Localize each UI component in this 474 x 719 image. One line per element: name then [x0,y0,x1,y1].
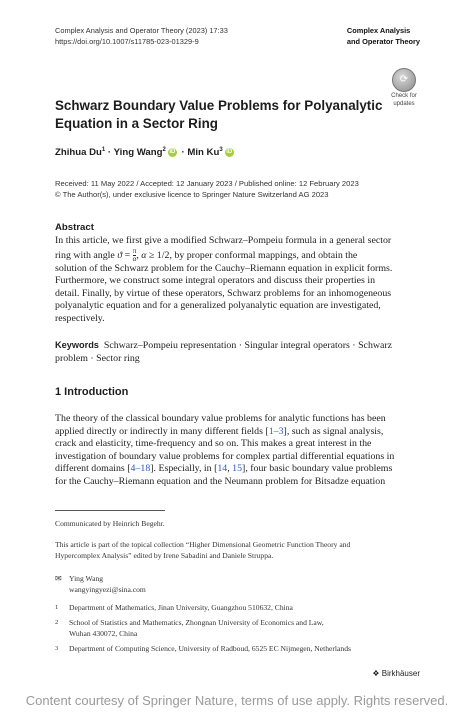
journal-name-line-2: and Operator Theory [346,37,420,46]
author-affil-sup: 3 [219,147,223,153]
keywords-line: problem · Sector ring [55,352,140,364]
intro-body [55,413,419,488]
doi-link[interactable]: https://doi.org/10.1007/s11785-023-01329-9 [55,37,199,46]
check-updates-label-1: Check for [391,93,417,99]
email-icon: ✉ [55,574,62,583]
journal-name-line-1: Complex Analysis [346,26,411,35]
orcid-icon[interactable]: iD [226,149,233,156]
section-heading: 1 Introduction [55,386,129,398]
citation-link[interactable]: 14 [217,463,228,474]
separator: · [107,147,112,159]
intro-line: applied directly or indirectly in many different fields [1–3], such as signal analysis, [55,425,384,437]
keywords-line: Schwarz–Pompeiu representation · Singular integral operators · Schwarz [103,340,393,351]
running-header [55,25,228,47]
abstract-line: In this article, we first give a modified Schwarz–Pompeiu formula in a general sector [55,235,392,246]
citation-link[interactable]: 4–18 [130,463,151,474]
citation-link[interactable]: 1–3 [268,425,284,437]
author-list [55,147,236,158]
affiliation: 1 Department of Mathematics, Jinan University, Guangzhou 510632, China [55,603,293,612]
journal-citation: Complex Analysis and Operator Theory (2023) 17:33 [55,26,228,35]
refresh-icon: ⟳ [392,68,416,92]
intro-line: different domains [4–18]. Especially, in [14, 15], four basic boundary value problems [55,463,393,474]
publication-history [55,179,359,200]
abstract-line: detail. Finally, by virtue of these operators, Schwarz problems for an inhomogeneous [55,287,392,299]
intro-line: crack and elasticity, time-frequency and so on. This makes a great interest in the [55,438,372,449]
footnote-divider [55,510,165,511]
check-updates-label-2: updates [393,100,415,107]
dates-line: Received: 11 May 2022 / Accepted: 12 January 2023 / Published online: 12 February 2023 [55,179,359,188]
contact-email[interactable]: wangyingyezi@sina.com [69,584,146,594]
collection-note: This article is part of the topical collection “Higher Dimensional Geometric Function Theory and Hypercomplex Analysis” edited by Irene Sabadini and Daniele Struppa. [55,540,351,560]
author-name[interactable]: Zhihua Du [55,147,102,159]
title-line-1: Schwarz Boundary Value Problems for Polyanalytic [55,98,383,113]
author-affil-sup: 1 [101,147,106,153]
publisher-name: Birkhäuser [381,669,420,678]
copyright-line: © The Author(s), under exclusive licence to Springer Nature Switzerland AG 2023 [55,189,329,199]
abstract-body [55,235,419,325]
affiliation: 3 Department of Computing Science, University of Radboud, 6525 EC Nijmegen, Netherlands [55,644,351,653]
abstract-line: polyanalytic equation and for a generalized polyanalytic equation are investigated, [55,300,381,311]
abstract-line: ring with angle ϑ = $\frac{\pi}{\alpha}$, α ≥ 1/2, by proper conformal mappings, and obtain the [55,246,358,263]
intro-line: for the Cauchy–Riemann equation and the Neumann problem for Bitsadze equation [55,475,386,487]
publisher-logo [372,669,420,678]
courtesy-watermark: Content courtesy of Springer Nature, terms of use apply. Rights reserved. [25,693,449,708]
abstract-line: Furthermore, we construct some integral operators and discuss their properties in [55,275,376,286]
author-name[interactable]: Min Ku [187,147,220,159]
abstract-heading: Abstract [55,222,94,233]
abstract-line: respectively. [55,312,105,324]
communicated-by: Communicated by Heinrich Begehr. [55,519,165,528]
birkhauser-icon: ❖ [372,669,380,678]
orcid-icon[interactable]: iD [169,149,176,156]
author-affil-sup: 2 [162,147,166,153]
keywords [55,339,419,365]
abstract-line: solution of the Schwarz problem for the Cauchy–Riemann equation in explicit forms. [55,262,393,274]
affiliation: 2 School of Statistics and Mathematics, Zhongnan University of Economics and Law, Wuhan 430072, China [55,618,324,638]
journal-name [347,25,420,47]
intro-line: investigation of boundary value problems for complex partial differential equations in [55,450,395,462]
intro-line: The theory of the classical boundary value problems for analytic functions has been [55,413,386,424]
separator: · [181,147,185,159]
contact-name: Ying Wang [69,574,104,583]
title-line-2: Equation in a Sector Ring [55,116,218,131]
check-for-updates-badge[interactable] [384,68,424,107]
author-name[interactable]: Ying Wang [113,147,163,159]
citation-link[interactable]: 15 [232,463,243,474]
paper-title [55,97,385,133]
corresponding-author [55,574,425,596]
keywords-label: Keywords [55,340,99,350]
